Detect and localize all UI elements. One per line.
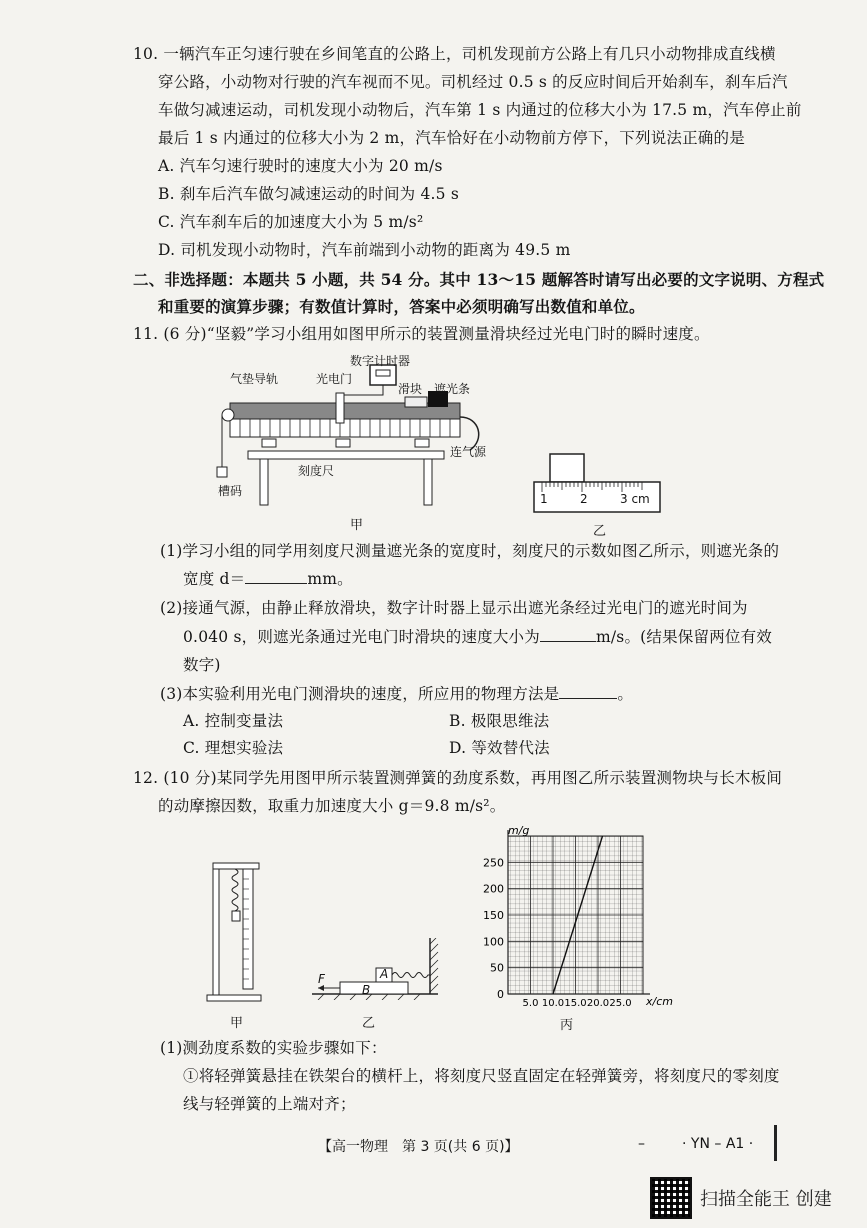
footer-dash: – bbox=[638, 1136, 645, 1152]
fig-yi-caption: 乙 bbox=[593, 524, 607, 539]
q11-part1-line1: (1)学习小组的同学用刻度尺测量遮光条的宽度时，刻度尺的示数如图乙所示，则遮光条的 bbox=[160, 542, 780, 560]
answer-blank-speed[interactable] bbox=[540, 627, 596, 642]
rail-label: 气垫导轨 bbox=[230, 372, 279, 386]
graph-y-tick-label: 50 bbox=[490, 961, 504, 975]
board-b-label: B bbox=[362, 983, 371, 997]
q11-part2-line3: 数字) bbox=[183, 656, 221, 674]
air-label: 连气源 bbox=[450, 445, 487, 459]
graph-y-tick-label: 0 bbox=[497, 988, 504, 1001]
q10-line3: 车做匀减速运动，司机发现小动物后，汽车第 1 s 内通过的位移大小为 17.5 m，汽车停止前 bbox=[158, 101, 802, 119]
q11-part2-unit: m/s。(结果保留两位有效 bbox=[595, 628, 772, 646]
q12-stem-line1: 12. (10 分)某同学先用图甲所示装置测弹簧的劲度系数，再用图乙所示装置测物块与长木板间 bbox=[133, 769, 783, 787]
q11-option-d: D. 等效替代法 bbox=[449, 739, 550, 757]
ruler-tick-1: 1 bbox=[540, 492, 548, 506]
q11-stem: 11. (6 分)“坚毅”学习小组用如图甲所示的装置测量滑块经过光电门时的瞬时速度。 bbox=[133, 325, 710, 343]
q12-stem-line2: 的动摩擦因数，取重力加速度大小 g＝9.8 m/s²。 bbox=[158, 797, 506, 815]
footer-code: · YN – A1 · bbox=[682, 1136, 754, 1152]
ruler-tick-2: 2 bbox=[580, 492, 588, 506]
fig-jia-caption: 甲 bbox=[350, 518, 364, 533]
section2-line2: 和重要的演算步骤；有数值计算时，答案中必须明确写出数值和单位。 bbox=[158, 297, 645, 316]
graph-x-tick-label: 10.0 bbox=[541, 998, 565, 1008]
gate-label: 光电门 bbox=[316, 372, 353, 386]
answer-blank-method[interactable] bbox=[559, 684, 617, 699]
q10-option-c: C. 汽车刹车后的加速度大小为 5 m/s² bbox=[158, 213, 424, 231]
q10-option-b: B. 刹车后汽车做匀减速运动的时间为 4.5 s bbox=[158, 185, 460, 203]
graph-y-tick-label: 150 bbox=[483, 909, 504, 922]
graph-x-tick-label: 20.0 bbox=[586, 998, 610, 1008]
q10-line1: 10. 一辆汽车正匀速行驶在乡间笔直的公路上，司机发现前方公路上有几只小动物排成直线横 bbox=[133, 45, 776, 63]
fig12-jia-caption: 甲 bbox=[230, 1016, 244, 1031]
q11-part1-prefix: 宽度 d＝ bbox=[183, 570, 246, 588]
graph-x-axis-label: x/cm bbox=[646, 995, 673, 1008]
q11-part3-suffix: 。 bbox=[617, 685, 634, 703]
spring-stand-figure bbox=[205, 855, 265, 1005]
block-a-label: A bbox=[380, 967, 389, 981]
graph-y-tick-label: 200 bbox=[483, 882, 504, 896]
q11-option-a: A. 控制变量法 bbox=[183, 712, 284, 730]
q12-step1-line1: ①将轻弹簧悬挂在铁架台的横杆上，将刻度尺竖直固定在轻弹簧旁，将刻度尺的零刻度 bbox=[183, 1067, 780, 1085]
q11-part3-line1 bbox=[160, 684, 633, 704]
q11-part1-unit: mm。 bbox=[307, 570, 353, 588]
fig12-bing-caption: 丙 bbox=[560, 1018, 574, 1033]
graph-x-tick-label: 5.0 bbox=[522, 998, 539, 1008]
q11-part1-line2 bbox=[183, 569, 353, 589]
q10-option-a: A. 汽车匀速行驶时的速度大小为 20 m/s bbox=[158, 157, 443, 175]
q11-option-c: C. 理想实验法 bbox=[183, 739, 284, 757]
q10-line4: 最后 1 s 内通过的位移大小为 2 m，汽车恰好在小动物前方停下，下列说法正确的是 bbox=[158, 129, 745, 147]
graph-x-tick-label: 25.0 bbox=[609, 998, 632, 1008]
graph-y-tick-label: 250 bbox=[483, 856, 504, 870]
graph-x-tick-label: 15.0 bbox=[564, 998, 587, 1008]
ruler-label: 刻度尺 bbox=[298, 464, 335, 478]
timer-label: 数字计时器 bbox=[350, 354, 411, 368]
page-footer: 【高一物理 第 3 页(共 6 页)】 bbox=[318, 1139, 519, 1155]
q12-step1-line2: 线与轻弹簧的上端对齐； bbox=[183, 1095, 356, 1113]
q11-option-b: B. 极限思维法 bbox=[449, 712, 550, 730]
force-label: F bbox=[318, 972, 325, 986]
q10-option-d: D. 司机发现小动物时，汽车前端到小动物的距离为 49.5 m bbox=[158, 241, 571, 259]
q11-part2-prefix: 0.040 s，则遮光条通过光电门时滑块的速度大小为 bbox=[183, 628, 540, 646]
fig12-yi-caption: 乙 bbox=[362, 1016, 376, 1031]
mass-extension-graph bbox=[470, 822, 680, 1008]
q12-part1-title: (1)测劲度系数的实验步骤如下： bbox=[160, 1039, 387, 1057]
graph-y-axis-label: m/g bbox=[508, 824, 530, 837]
section2-line1: 二、非选择题：本题共 5 小题，共 54 分。其中 13～15 题解答时请写出必要的文字说明、方程式 bbox=[133, 270, 825, 289]
q11-part3-prefix: (3)本实验利用光电门测滑块的速度，所应用的物理方法是 bbox=[160, 685, 560, 703]
weight-label: 槽码 bbox=[218, 484, 243, 498]
slider-label: 滑块 bbox=[398, 382, 423, 396]
qr-code-icon bbox=[650, 1177, 692, 1219]
q11-part2-line2 bbox=[183, 627, 772, 647]
ruler-tick-3: 3 cm bbox=[620, 492, 650, 506]
scanner-watermark bbox=[650, 1177, 832, 1219]
q11-part2-line1: (2)接通气源，由静止释放滑块，数字计时器上显示出遮光条经过光电门的遮光时间为 bbox=[160, 599, 748, 617]
answer-blank-width[interactable] bbox=[245, 569, 307, 584]
margin-bar bbox=[774, 1125, 777, 1161]
q10-line2: 穿公路，小动物对行驶的汽车视而不见。司机经过 0.5 s 的反应时间后开始刹车，刹车后汽 bbox=[158, 73, 788, 91]
scanner-text: 扫描全能王 创建 bbox=[700, 1189, 832, 1210]
ruler-figure bbox=[528, 450, 668, 516]
strip-label: 遮光条 bbox=[434, 382, 471, 396]
graph-y-tick-label: 100 bbox=[483, 935, 504, 949]
